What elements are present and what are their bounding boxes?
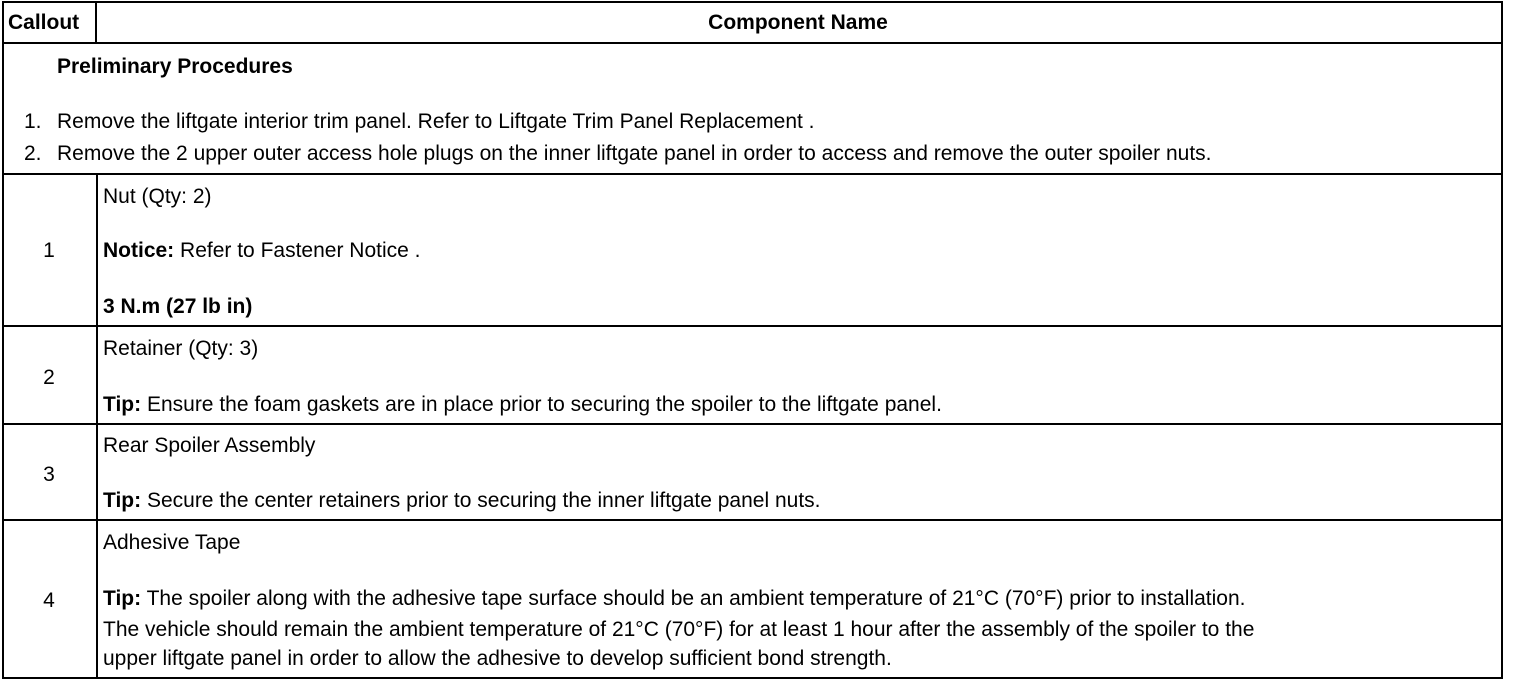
step-number: 2. [24,142,42,165]
row-1-rule [2,325,1503,327]
tip-line [103,587,1246,611]
preliminary-rule [2,173,1503,175]
component-name: Nut (Qty: 2) [103,185,212,208]
component-name: Retainer (Qty: 3) [103,337,259,360]
tip-label: Tip: [103,489,142,512]
component-name-header: Component Name [708,11,888,34]
notice-line [103,239,420,263]
tip-text: Ensure the foam gaskets are in place prior to securing the spoiler to the liftgate panel. [146,393,942,416]
row-2-rule [2,423,1503,425]
tip-text-continued: The vehicle should remain the ambient temperature of 21°C (70°F) for at least 1 hour after the assembly of the spoiler to the [103,618,1255,641]
callout-number: 3 [43,463,55,486]
tip-text: The spoiler along with the adhesive tape surface should be an ambient temperature of 21°C (70°F) prior to installation. [146,587,1246,610]
callout-number: 2 [43,366,55,389]
tip-line [103,393,942,417]
step-number: 1. [24,110,42,133]
torque-spec: 3 N.m (27 lb in) [103,295,253,318]
component-name: Adhesive Tape [103,531,241,554]
notice-text: Refer to Fastener Notice . [180,239,421,262]
step-text: Remove the 2 upper outer access hole plugs on the inner liftgate panel in order to access and remove the outer spoiler nuts. [57,142,1212,165]
tip-label: Tip: [103,393,142,416]
callout-number: 4 [43,589,55,612]
row-3-rule [2,519,1503,521]
tip-label: Tip: [103,587,142,610]
component-name: Rear Spoiler Assembly [103,434,316,457]
tip-text: Secure the center retainers prior to securing the inner liftgate panel nuts. [146,489,821,512]
tip-text-continued: upper liftgate panel in order to allow the adhesive to develop sufficient bond strength. [103,647,892,670]
preliminary-title: Preliminary Procedures [57,55,293,78]
column-divider [96,173,98,679]
step-text: Remove the liftgate interior trim panel. Refer to Liftgate Trim Panel Replacement . [57,110,815,133]
header-rule [2,42,1503,44]
callout-number: 1 [43,239,55,262]
callout-header: Callout [8,11,80,34]
notice-label: Notice: [103,239,175,262]
tip-line [103,489,821,513]
